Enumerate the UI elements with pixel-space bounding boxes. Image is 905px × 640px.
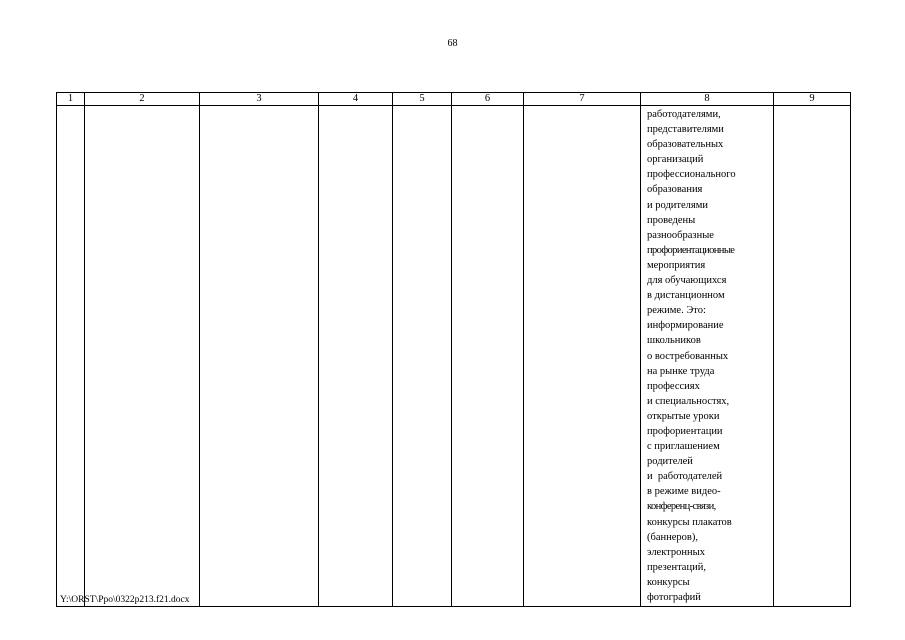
text-line: в дистанционном — [647, 290, 725, 302]
text-line: о востребованных — [647, 350, 729, 362]
text-line: электронных — [647, 546, 705, 558]
text-line: режиме. Это: — [647, 305, 706, 317]
text-line: профориентационные — [647, 244, 735, 256]
text-line: фотографий — [647, 592, 701, 603]
text-line: для обучающихся — [647, 275, 727, 287]
text-line: профессионального — [647, 169, 736, 181]
column-header-4: 4 — [319, 93, 393, 106]
page-number: 68 — [447, 38, 458, 49]
table-cell-col-6 — [452, 106, 524, 607]
table-cell-col-5 — [393, 106, 452, 607]
column-header-6: 6 — [452, 93, 524, 106]
text-line: и специальностях, — [647, 395, 730, 407]
column-header-1: 1 — [57, 93, 85, 106]
text-line: и работодателей — [647, 471, 723, 483]
text-line: конкурсы плакатов — [647, 516, 732, 528]
column-header-3: 3 — [200, 93, 319, 106]
column-header-9: 9 — [774, 93, 851, 106]
text-line: организаций — [647, 154, 704, 166]
text-line: работодателями, — [647, 109, 721, 120]
text-line: профориентации — [647, 425, 723, 437]
text-line: профессиях — [647, 380, 700, 392]
text-line: информирование — [647, 320, 724, 332]
table-cell-col-8 — [641, 106, 774, 607]
text-line: проведены — [647, 214, 696, 226]
text-line: мероприятия — [647, 259, 706, 271]
table-cell-col-7 — [524, 106, 641, 607]
table-cell-col-3 — [200, 106, 319, 607]
column-header-2: 2 — [85, 93, 200, 106]
text-line: школьников — [647, 335, 701, 347]
column-header-7: 7 — [524, 93, 641, 106]
table-header-row — [57, 93, 851, 106]
column-8-text — [641, 106, 773, 605]
text-line: образовательных — [647, 139, 724, 151]
data-table — [56, 92, 851, 607]
text-line: на рынке труда — [647, 365, 715, 377]
footer-file-path: Y:\ORST\Ppo\0322p213.f21.docx — [60, 595, 190, 605]
text-line: представителями — [647, 124, 724, 136]
column-header-8: 8 — [641, 93, 774, 106]
text-line: конференц-связи, — [647, 501, 716, 513]
table-cell-col-1 — [57, 106, 85, 607]
table-cell-col-2 — [85, 106, 200, 607]
text-line: (баннеров), — [647, 531, 698, 543]
column-header-5: 5 — [393, 93, 452, 106]
text-line: в режиме видео- — [647, 486, 721, 498]
text-line: презентаций, — [647, 561, 706, 573]
text-line: родителей — [647, 456, 693, 468]
text-line: конкурсы — [647, 576, 690, 588]
table-cell-col-4 — [319, 106, 393, 607]
text-line: разнообразные — [647, 229, 714, 241]
table-row — [57, 106, 851, 607]
table-cell-col-9 — [774, 106, 851, 607]
text-line: с приглашением — [647, 441, 720, 453]
text-line: открытые уроки — [647, 410, 720, 422]
text-line: и родителями — [647, 199, 708, 211]
text-line: образования — [647, 184, 703, 196]
